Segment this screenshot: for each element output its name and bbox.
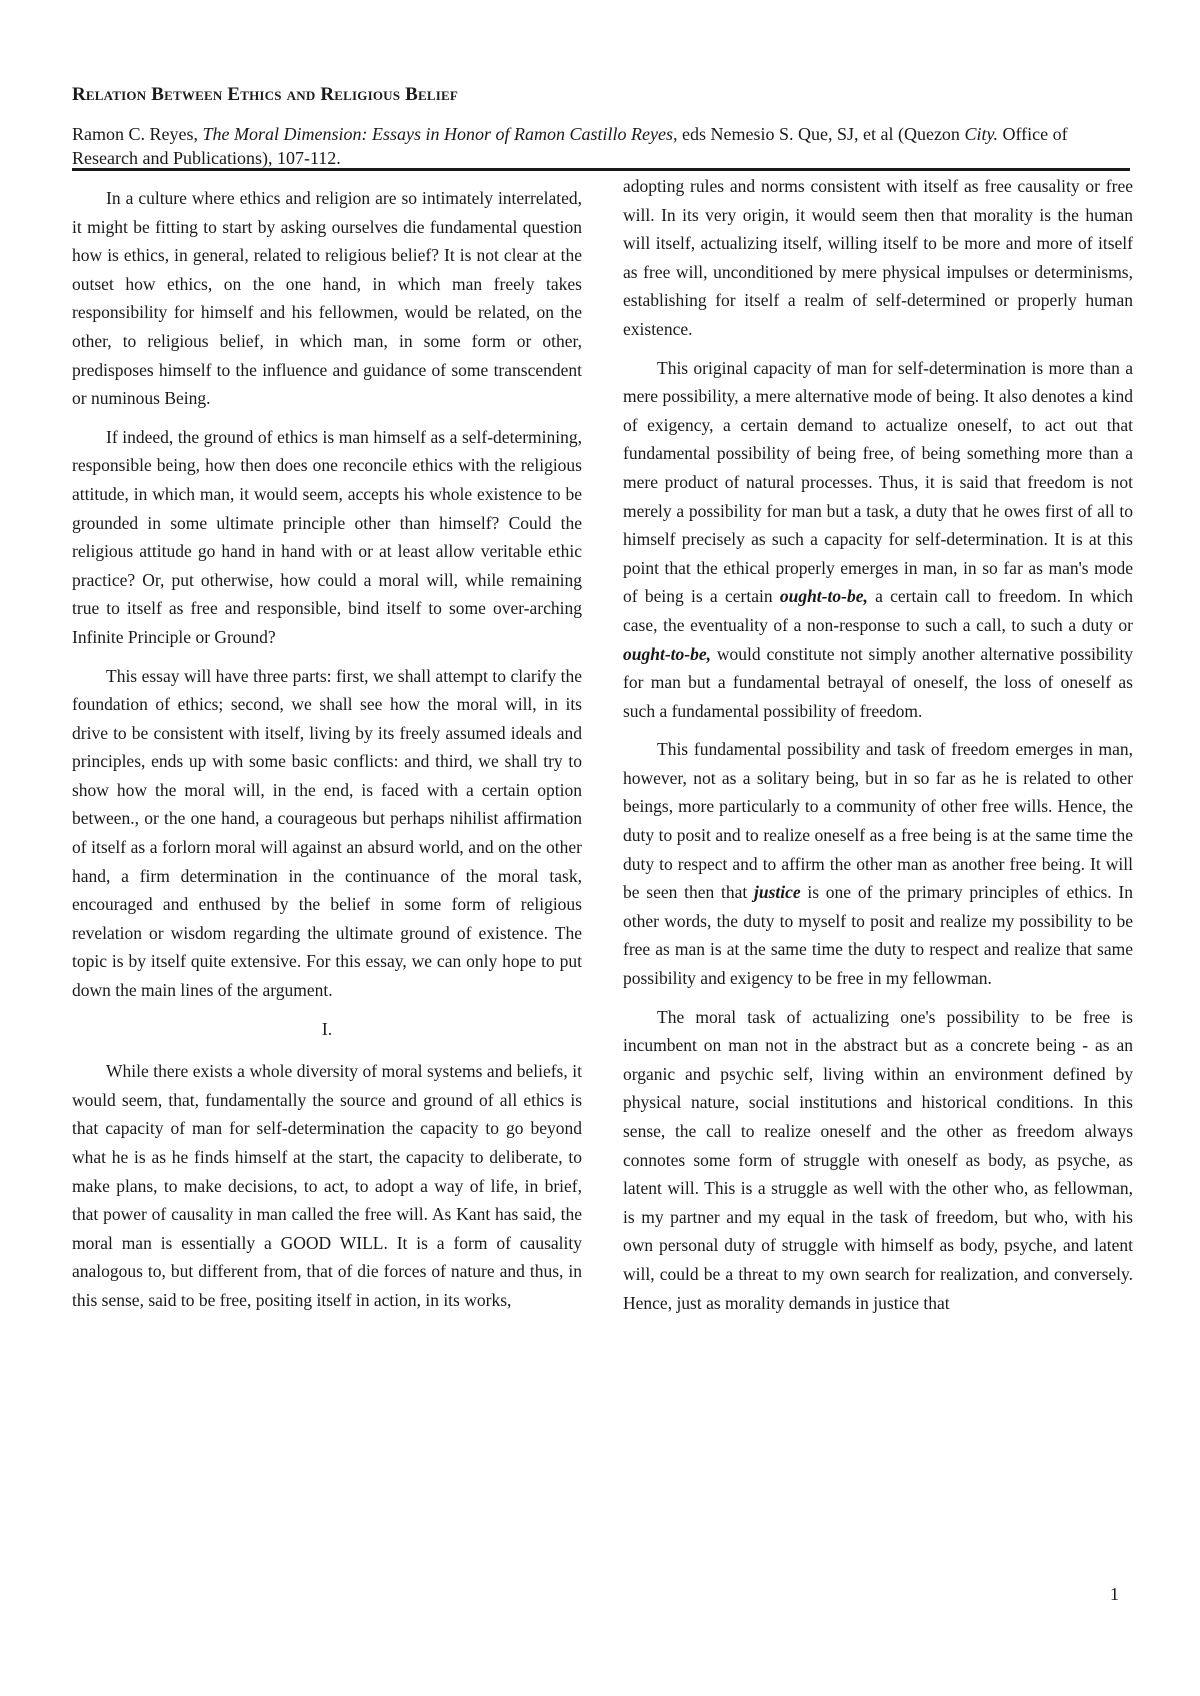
section-heading: I. (321, 1018, 333, 1039)
paragraph-text: would constitute not simply another alternative possibility for man but a fundamental betrayal of oneself, the loss of oneself as such a fundamental possibility of freedom. (623, 643, 1133, 721)
paragraph-text: This original capacity of man for self-determination is more than a mere possibility, a mere alternative mode of being. It also denotes a kind of exigency, a certain demand to actualize oneself, to act out that fundamental possibility of being free, of being something more than a mere product of natural processes. Thus, it is said that freedom is not merely a possibility for man but a task, a duty that he owes first of all to himself precisely as such a capacity for self-determination. It is at this point that the ethical properly emerges in man, in so far as man's mode of being is a certain (623, 357, 1133, 607)
page-number: 1 (1110, 1584, 1119, 1604)
citation-publisher: Office of Research and Publications), 107-112. (72, 124, 1068, 168)
citation-editors: eds Nemesio S. Que, SJ, et al (Quezon (677, 124, 965, 144)
citation-city: City. (964, 124, 998, 144)
paragraph (623, 354, 1133, 726)
paragraph: adopting rules and norms consistent with itself as free causality or free will. In its very origin, it would seem then that morality is the human will itself, actualizing itself, willing itself to be more and more of itself as free will, unconditioned by mere physical impulses or determinisms, establishing for itself a realm of self-determined or properly human existence. (623, 176, 1133, 339)
paragraph: In a culture where ethics and religion are so intimately interrelated, it might be fitting to start by asking ourselves die fundamental question how is ethics, in general, related to religious belief? It is not clear at the outset how ethics, on the one hand, in which man freely takes responsibility for himself and his fellowmen, would be related, on the other, to religious belief, in which man, in some form or other, predisposes himself to the influence and guidance of some transcendent or numinous Being. (72, 188, 582, 409)
emphasis-justice: justice (753, 882, 801, 903)
emphasis-ought-to-be: ought-to-be, (623, 643, 711, 664)
paragraph: While there exists a whole diversity of moral systems and beliefs, it would seem, that, fundamentally the source and ground of all ethics is that capacity of man for self-determination the capacity to go beyond what he is as he finds himself at the start, the capacity to deliberate, to make plans, to make decisions, to act, to adopt a way of life, in brief, that power of causality in man called the free will. As Kant has said, the moral man is essentially a GOOD WILL. It is a form of causality analogous to, but different from, that of die forces of nature and thus, in this sense, said to be free, positing itself in action, in its works, (72, 1061, 582, 1310)
paragraph-text: This fundamental possibility and task of freedom emerges in man, however, not as a solitary being, but in so far as he is related to other beings, more particularly to a community of other free wills. Hence, the duty to posit and to realize oneself as a free being is at the same time the duty to respect and to affirm the other man as another free being. It will be seen then that (623, 739, 1133, 903)
paragraph: The moral task of actualizing one's possibility to be free is incumbent on man not in the abstract but as a concrete being - as an organic and psychic self, living within an environment defined by physical nature, social institutions and historical conditions. In this sense, the call to realize oneself and the other as freedom always connotes some form of struggle with oneself as body, as psyche, as latent will. This is a struggle as well with the other who, as fellowman, is my partner and my equal in the task of freedom, but who, with his own personal duty of struggle with himself as body, psyche, and latent will, could be a threat to my own search for realization, and conversely. Hence, just as morality demands in justice that (623, 1006, 1133, 1313)
emphasis-ought-to-be: ought-to-be, (779, 586, 868, 607)
paragraph (623, 735, 1133, 992)
essay-title: Relation Between Ethics and Religious Belief (72, 84, 459, 105)
citation-author: Ramon C. Reyes, (72, 124, 203, 144)
paragraph: If indeed, the ground of ethics is man himself as a self-determining, responsible being, how then does one reconcile ethics with the religious attitude, in which man, it would seem, accepts his whole existence to be grounded in some ultimate principle other than himself? Could the religious attitude go hand in hand with or at least allow veritable ethic practice? Or, put otherwise, how could a moral will, while remaining true to itself as free and responsible, bind itself to some over-arching Infinite Principle or Ground? (72, 426, 582, 647)
citation-book-title: The Moral Dimension: Essays in Honor of Ramon Castillo Reyes, (202, 124, 678, 144)
right-column (623, 172, 1133, 1327)
left-column (72, 184, 582, 1325)
citation (72, 122, 1132, 170)
paragraph-text: is one of the primary principles of ethics. In other words, the duty to myself to posit and realize my possibility to be free as man is at the same time the duty to respect and realize that same possibility and exigency to be free in my fellowman. (623, 882, 1133, 989)
paragraph-text: a certain call to freedom. In which case, the eventuality of a non-response to such a call, to such a duty or (623, 586, 1133, 635)
paragraph: This essay will have three parts: first, we shall attempt to clarify the foundation of ethics; second, we shall see how the moral will, in its drive to be consistent with itself, living by its freely assumed ideals and principles, ends up with some basic conflicts: and third, we shall try to show how the moral will, in the end, is faced with a certain option between., or the one hand, a courageous but perhaps nihilist affirmation of itself as a forlorn moral will against an absurd world, and on the other hand, a firm determination in the continuance of the moral task, encouraged and enthused by the belief in some form of religious revelation or wisdom regarding the ultimate ground of existence. The topic is by itself quite extensive. For this essay, we can only hope to put down the main lines of the argument. (72, 665, 582, 1001)
header-rule (72, 168, 1130, 171)
